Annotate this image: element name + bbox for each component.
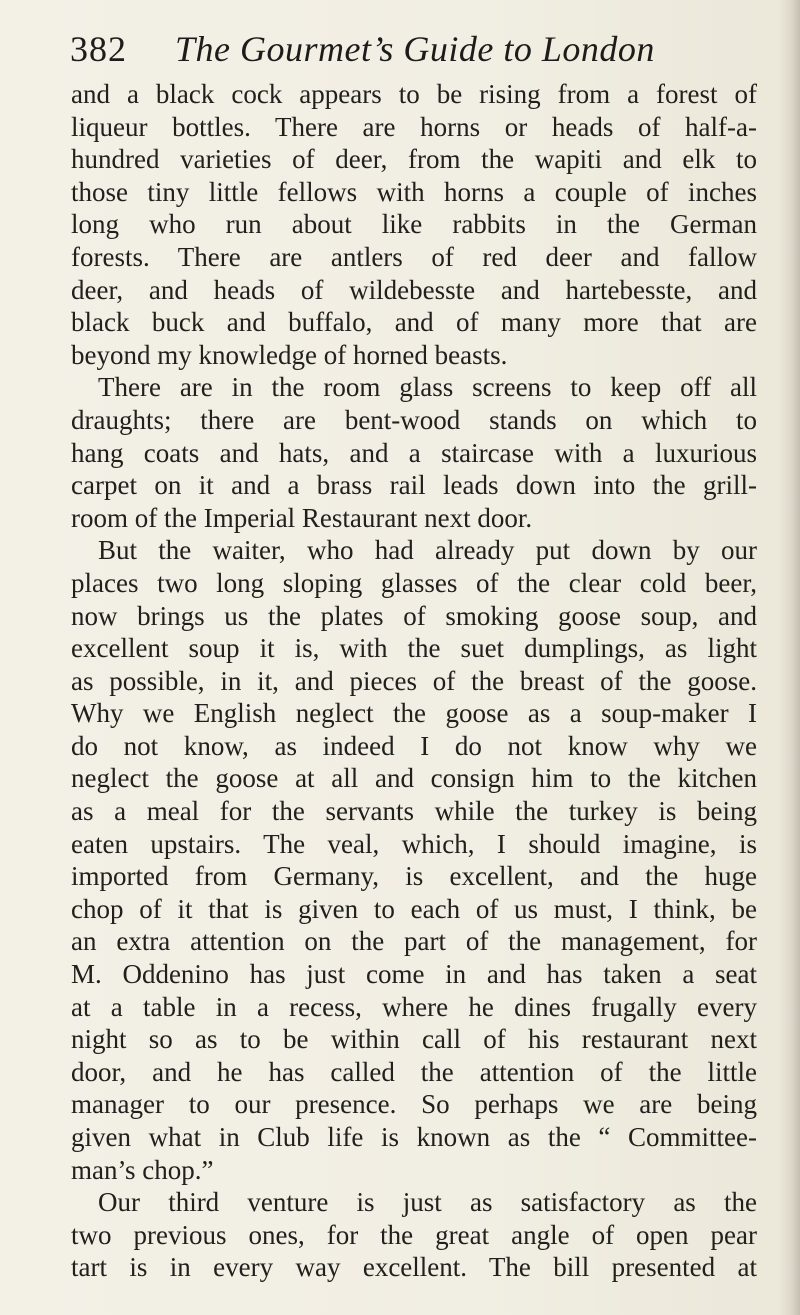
text-line: night so as to be within call of his restaurant next: [71, 1024, 757, 1055]
text-line: room of the Imperial Restaurant next door.: [71, 502, 533, 533]
text-line: Our third venture is just as satisfactory as the: [98, 1187, 757, 1218]
text-line: draughts; there are bent-wood stands on which to: [71, 404, 757, 435]
text-line: But the waiter, who had already put down by our: [98, 535, 757, 566]
running-header: [70, 24, 750, 74]
text-line: forests. There are antlers of red deer and fallow: [71, 241, 757, 272]
text-line: and a black cock appears to be rising from a forest of: [71, 79, 757, 109]
text-line: door, and he has called the attention of the little: [71, 1056, 757, 1087]
text-line: chop of it that is given to each of us must, I think, be: [71, 893, 757, 924]
text-line: hang coats and hats, and a staircase with a luxurious: [71, 437, 757, 468]
text-line: deer, and heads of wildebesste and hartebesste, and: [71, 274, 757, 305]
text-line: given what in Club life is known as the “ Committee-: [71, 1122, 757, 1152]
text-line: eaten upstairs. The veal, which, I should imagine, is: [71, 828, 757, 859]
text-line: long who run about like rabbits in the German: [71, 209, 757, 240]
text-line: hundred varieties of deer, from the wapiti and elk to: [71, 144, 757, 175]
text-line: Why we English neglect the goose as a soup-maker I: [71, 698, 757, 729]
text-line: man’s chop.”: [71, 1154, 214, 1185]
text-line: as possible, in it, and pieces of the breast of the goose.: [71, 665, 757, 696]
text-line: manager to our presence. So perhaps we are being: [71, 1089, 757, 1120]
text-line: M. Oddenino has just come in and has taken a seat: [71, 959, 757, 990]
text-line: imported from Germany, is excellent, and the huge: [71, 861, 757, 892]
text-line: black buck and buffalo, and of many more that are: [71, 307, 757, 338]
text-line: liqueur bottles. There are horns or heads of half-a-: [71, 111, 757, 142]
text-line: two previous ones, for the great angle of open pear: [71, 1219, 757, 1250]
text-line: those tiny little fellows with horns a couple of inches: [71, 176, 757, 207]
text-line: do not know, as indeed I do not know why we: [71, 730, 757, 761]
text-line: carpet on it and a brass rail leads down into the grill-: [71, 470, 757, 501]
text-line: at a table in a recess, where he dines frugally every: [71, 991, 757, 1022]
text-line: an extra attention on the part of the management, for: [71, 926, 757, 957]
body-text: [71, 78, 757, 1284]
text-line: neglect the goose at all and consign him to the kitchen: [71, 763, 757, 794]
text-line: excellent soup it is, with the suet dumplings, as light: [71, 633, 757, 664]
text-line: tart is in every way excellent. The bill presented at: [71, 1252, 757, 1283]
text-line: There are in the room glass screens to keep off all: [98, 372, 757, 403]
text-line: now brings us the plates of smoking goose soup, and: [71, 600, 757, 631]
page-number: 382: [70, 29, 127, 69]
text-line: beyond my knowledge of horned beasts.: [71, 339, 508, 370]
text-line: places two long sloping glasses of the clear cold beer,: [71, 567, 757, 598]
text-line: as a meal for the servants while the turkey is being: [71, 796, 757, 827]
page-edge-shadow: [778, 0, 800, 1315]
running-title: The Gourmet’s Guide to London: [175, 29, 655, 69]
